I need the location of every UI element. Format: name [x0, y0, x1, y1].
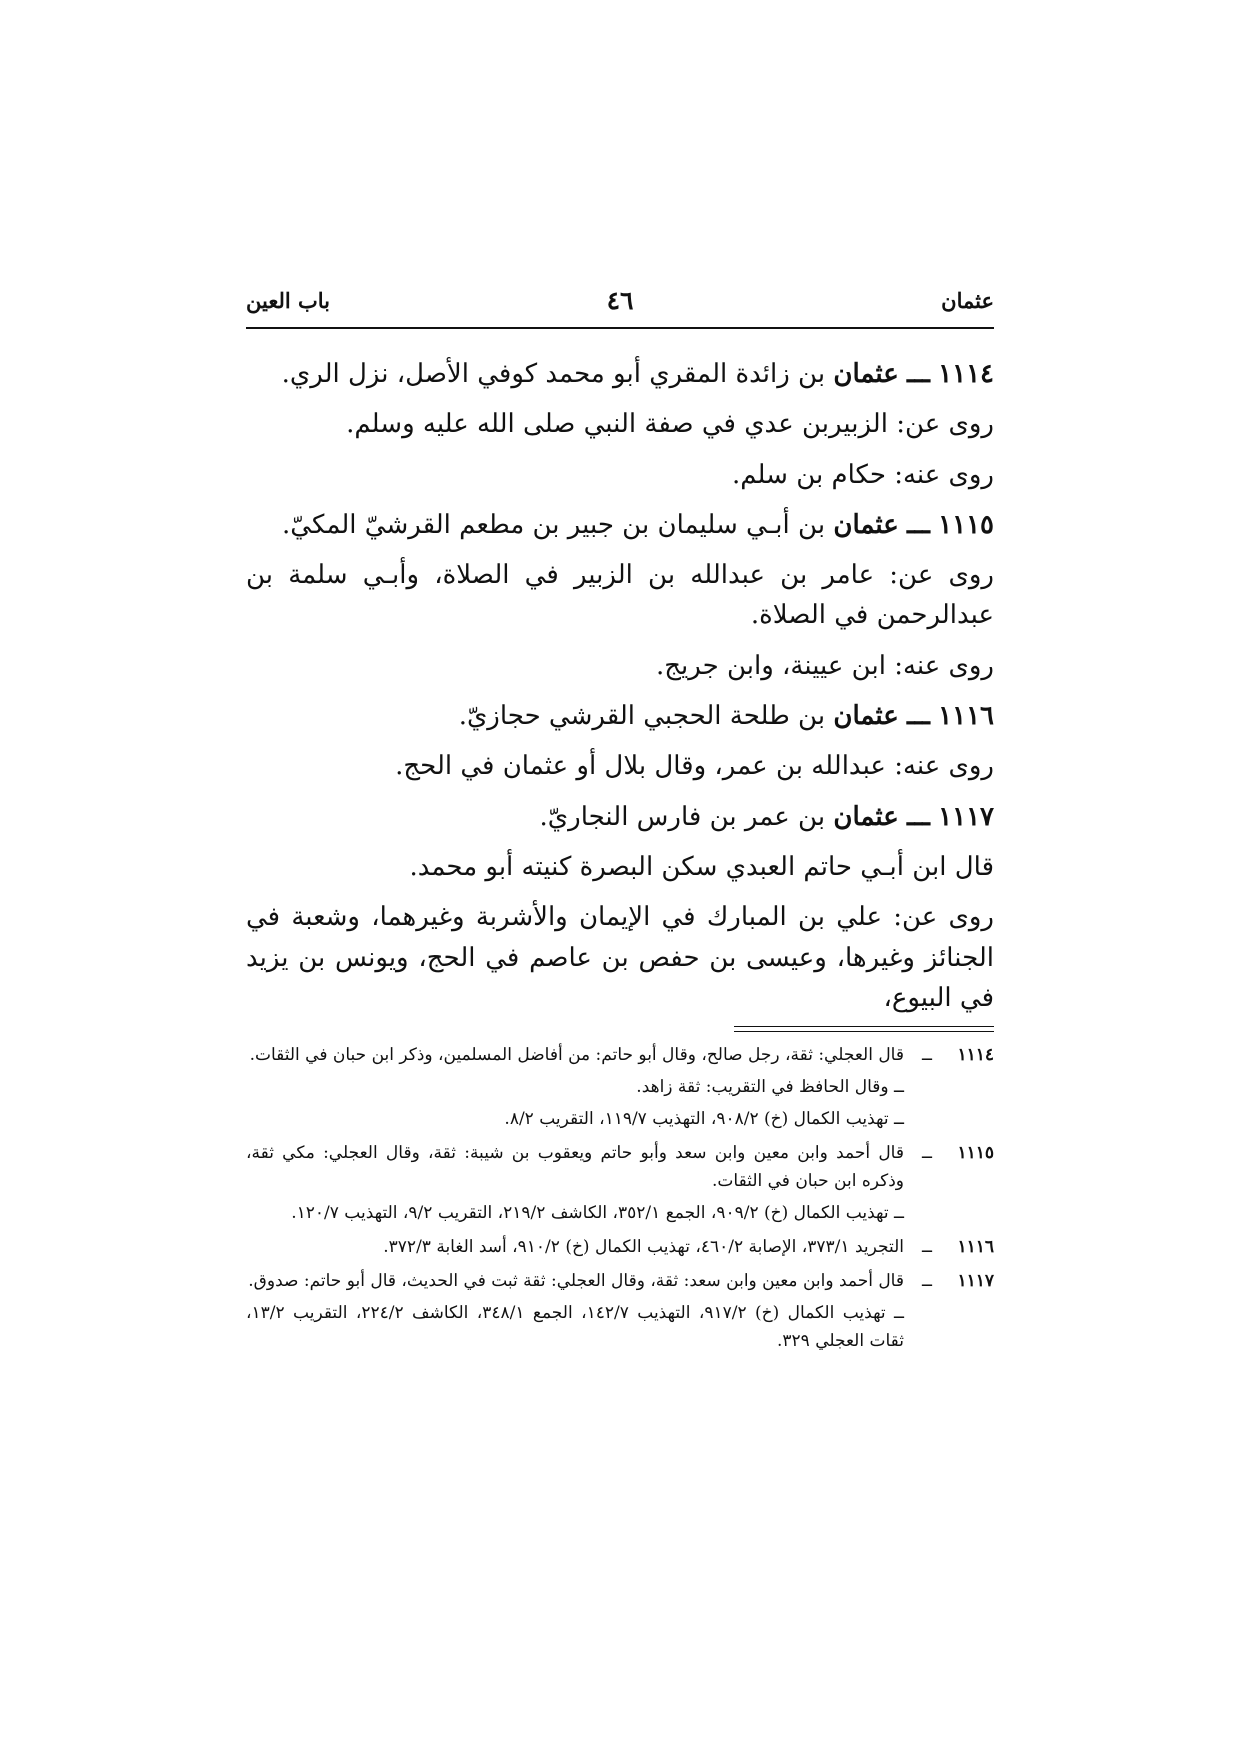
entry-heading-text: بن أبـي سليمان بن جبير بن مطعم القرشيّ المكيّ.: [282, 509, 826, 540]
footnote: [246, 1233, 994, 1261]
entry-heading: [246, 696, 994, 736]
entry-line: روى عنه: حكام بن سلم.: [731, 459, 994, 490]
footnote-text: ــ تهذيب الكمال (خ) ٩١٧/٢، التهذيب ١٤٢/٧، الجمع ٣٤٨/١، الكاشف ٢٢٤/٢، التقريب ١٣/٢، ثقات العجلي ٣٢٩.: [246, 1303, 905, 1352]
footnote-number: ١١١٧: [957, 1271, 994, 1292]
footnote-dash: ــ: [922, 1237, 932, 1258]
footnote-text: التجريد ٣٧٣/١، الإصابة ٤٦٠/٢، تهذيب الكمال (خ) ٩١٠/٢، أسد الغابة ٣٧٢/٣.: [383, 1237, 904, 1258]
footnote-number: ١١١٥: [957, 1143, 994, 1164]
footnote-text: ــ وقال الحافظ في التقريب: ثقة زاهد.: [636, 1077, 904, 1098]
entry-dash: ـــ: [907, 801, 930, 832]
main-text: [246, 350, 994, 1028]
entry-heading-text: بن طلحة الحجبي القرشي حجازيّ.: [458, 701, 826, 732]
footnote-number: ١١١٦: [957, 1237, 994, 1258]
entry-line: روى عن: عامر بن عبدالله بن الزبير في الصلاة، وأبـي سلمة بن عبدالرحمن في الصلاة.: [246, 560, 994, 631]
entry-name: عثمان: [833, 701, 899, 732]
entry-heading: [246, 797, 994, 837]
entry-name: عثمان: [833, 801, 899, 832]
entry-line: روى عن: علي بن المبارك في الإيمان والأشربة وغيرهما، وشعبة في الجنائز وغيرها، وعيسى بن حفص بن عاصم في الحج، ويونس بن يزيد في البيوع،: [246, 902, 994, 1013]
footnote-text: ــ تهذيب الكمال (خ) ٩٠٩/٢، الجمع ٣٥٢/١، الكاشف ٢١٩/٢، التقريب ٩/٢، التهذيب ١٢٠/٧.: [291, 1203, 904, 1224]
footnote-number: ١١١٤: [957, 1045, 994, 1065]
entry-line: قال ابن أبـي حاتم العبدي سكن البصرة كنيته أبو محمد.: [409, 851, 994, 882]
footnote-dash: ــ: [922, 1271, 932, 1292]
entry-line: روى عنه: ابن عيينة، وابن جريج.: [656, 650, 994, 681]
footnote: [246, 1041, 994, 1133]
footnote-dash: ــ: [922, 1045, 932, 1065]
entry-line: روى عنه: عبدالله بن عمر، وقال بلال أو عثمان في الحج.: [395, 751, 994, 782]
footnote-rule: [734, 1026, 994, 1027]
footnote-rule: [734, 1031, 994, 1032]
entry-name: عثمان: [833, 509, 899, 540]
entry-heading: [246, 505, 994, 545]
entry-number: ١١١٦: [938, 701, 994, 732]
entry-heading-text: بن عمر بن فارس النجاريّ.: [539, 801, 826, 832]
running-name: عثمان: [941, 288, 994, 313]
entry-line: روى عن: الزبيربن عدي في صفة النبي صلى الله عليه وسلم.: [346, 409, 994, 440]
entry-dash: ـــ: [907, 359, 930, 389]
entry-dash: ـــ: [907, 701, 930, 732]
entry-heading: [246, 354, 994, 394]
entry-heading-text: بن زائدة المقري أبو محمد كوفي الأصل، نزل الري.: [281, 359, 826, 389]
header-rule: [246, 327, 994, 329]
entry-number: ١١١٤: [938, 359, 994, 389]
entry-name: عثمان: [833, 359, 899, 389]
footnote-dash: ــ: [922, 1143, 932, 1164]
entry-number: ١١١٧: [938, 801, 994, 832]
footnote: [246, 1267, 994, 1355]
chapter-title: باب العين: [246, 288, 331, 313]
entry-dash: ـــ: [907, 509, 930, 540]
page-number: ٤٦: [606, 286, 634, 315]
footnote: [246, 1139, 994, 1227]
entry-number: ١١١٥: [938, 509, 994, 540]
footnote-text: قال أحمد وابن معين وابن سعد وأبو حاتم ويعقوب بن شيبة: ثقة، وقال العجلي: مكي ثقة، وذكره ابن حبان في الثقات.: [246, 1143, 904, 1192]
running-header: [246, 288, 994, 324]
footnote-text: ــ تهذيب الكمال (خ) ٩٠٨/٢، التهذيب ١١٩/٧، التقريب ٨/٢.: [504, 1109, 904, 1130]
footnote-text: قال أحمد وابن معين وابن سعد: ثقة، وقال العجلي: ثقة ثبت في الحديث، قال أبو حاتم: صدوق.: [248, 1271, 904, 1292]
footnote-text: قال العجلي: ثقة، رجل صالح، وقال أبو حاتم: من أفاضل المسلمين، وذكر ابن حبان في الثقات.: [249, 1045, 904, 1065]
footnotes: [246, 1041, 994, 1361]
